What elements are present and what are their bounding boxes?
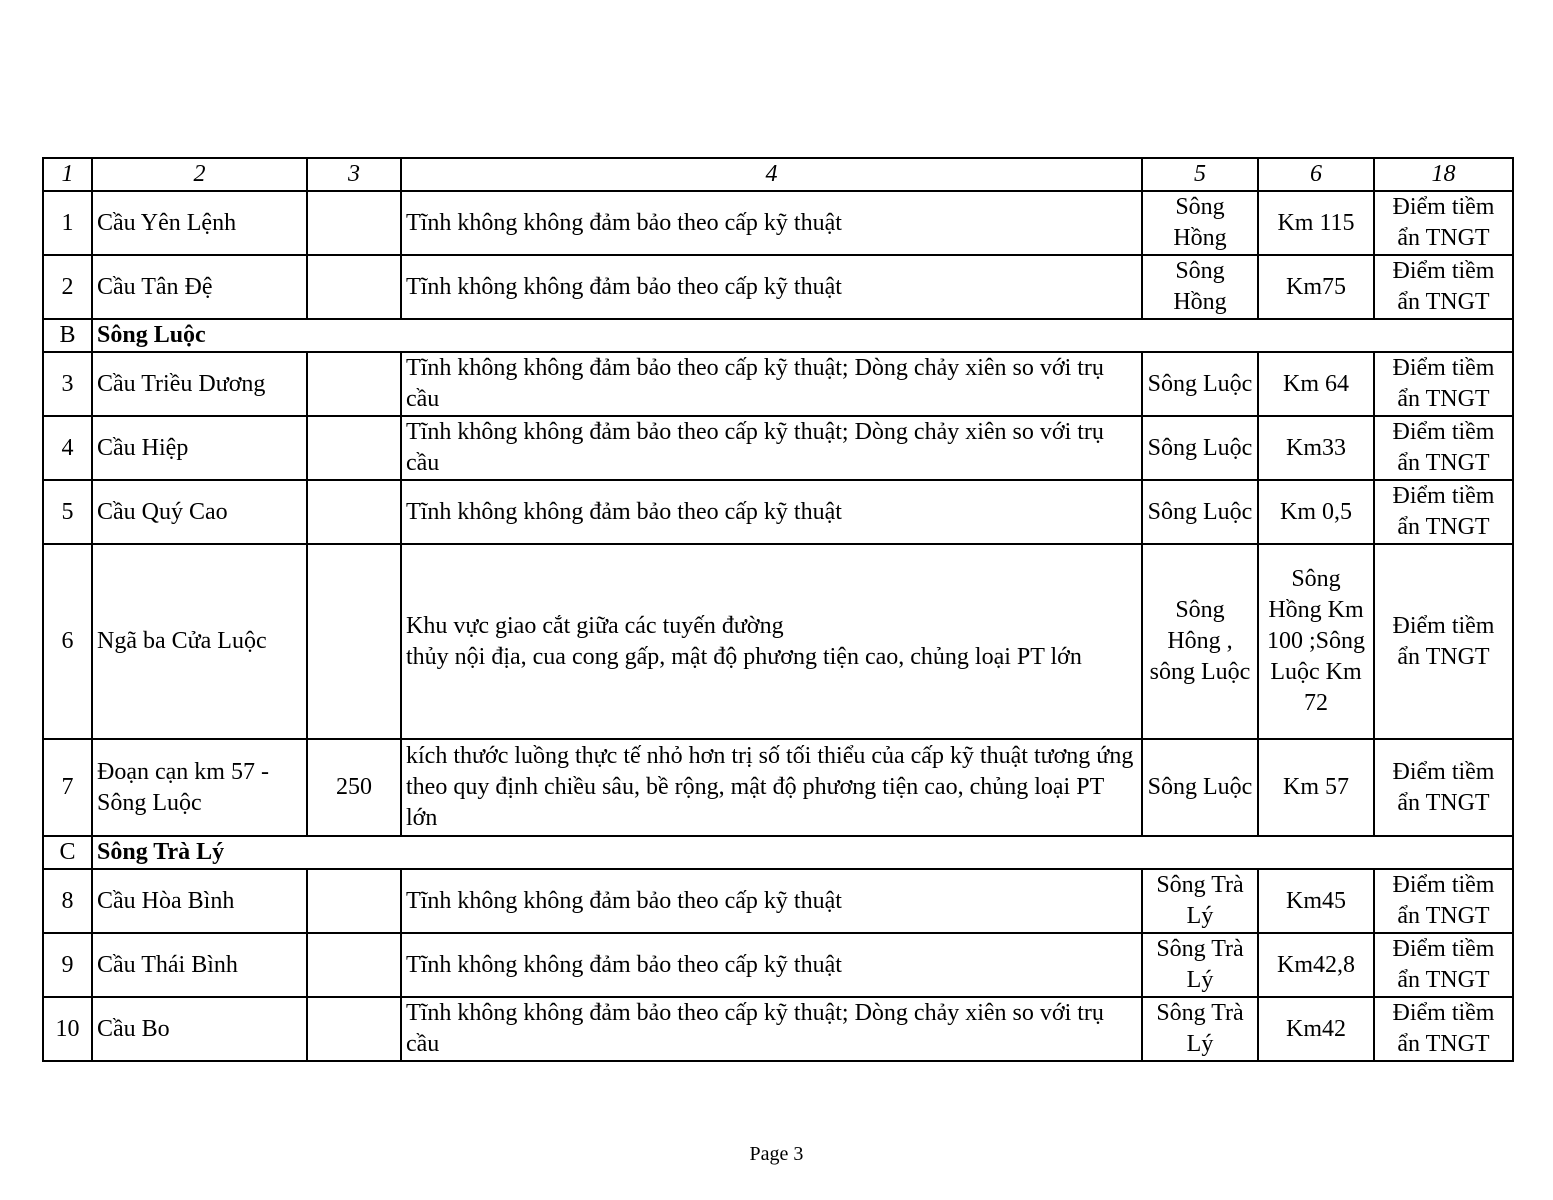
column-number-row xyxy=(43,158,1513,191)
section-code: C xyxy=(43,836,92,869)
hazard-description: Tĩnh không không đảm bảo theo cấp kỹ thuật xyxy=(401,869,1142,933)
hazard-description: Tĩnh không không đảm bảo theo cấp kỹ thuật xyxy=(401,191,1142,255)
river-name: Sông Trà Lý xyxy=(1142,869,1258,933)
table-row xyxy=(43,739,1513,836)
location-name: Cầu Quý Cao xyxy=(92,480,307,544)
table-row xyxy=(43,869,1513,933)
river-name: Sông Trà Lý xyxy=(1142,933,1258,997)
location-name: Đoạn cạn km 57 - Sông Luộc xyxy=(92,739,307,836)
river-name: Sông Hồng xyxy=(1142,255,1258,319)
classification-note: Điểm tiềm ẩn TNGT xyxy=(1374,416,1513,480)
column-header: 5 xyxy=(1142,158,1258,191)
hazard-points-table xyxy=(42,157,1514,1062)
table-row xyxy=(43,416,1513,480)
section-title: Sông Trà Lý xyxy=(92,836,401,869)
location-name: Cầu Yên Lệnh xyxy=(92,191,307,255)
hazard-description: kích thước luồng thực tế nhỏ hơn trị số tối thiểu của cấp kỹ thuật tương ứng theo quy định chiều sâu, bề rộng, mật độ phương tiện cao, chủng loại PT lớn xyxy=(401,739,1142,836)
column-header: 1 xyxy=(43,158,92,191)
row-number: 7 xyxy=(43,739,92,836)
row-number: 8 xyxy=(43,869,92,933)
location-name: Cầu Bo xyxy=(92,997,307,1061)
table-row xyxy=(43,191,1513,255)
column-header: 6 xyxy=(1258,158,1374,191)
river-name: Sông Luộc xyxy=(1142,739,1258,836)
hazard-description: Tĩnh không không đảm bảo theo cấp kỹ thuật; Dòng chảy xiên so với trụ cầu xyxy=(401,352,1142,416)
length-value xyxy=(307,255,401,319)
classification-note: Điểm tiềm ẩn TNGT xyxy=(1374,739,1513,836)
row-number: 1 xyxy=(43,191,92,255)
row-number: 5 xyxy=(43,480,92,544)
river-name: Sông Hồng xyxy=(1142,191,1258,255)
length-value xyxy=(307,480,401,544)
location-name: Cầu Tân Đệ xyxy=(92,255,307,319)
location-name: Ngã ba Cửa Luộc xyxy=(92,544,307,739)
km-position: Km 64 xyxy=(1258,352,1374,416)
river-name: Sông Trà Lý xyxy=(1142,997,1258,1061)
hazard-description: Tĩnh không không đảm bảo theo cấp kỹ thuật xyxy=(401,480,1142,544)
table-row xyxy=(43,933,1513,997)
hazard-description: Tĩnh không không đảm bảo theo cấp kỹ thuật; Dòng chảy xiên so với trụ cầu xyxy=(401,997,1142,1061)
length-value xyxy=(307,416,401,480)
section-code: B xyxy=(43,319,92,352)
length-value xyxy=(307,869,401,933)
classification-note: Điểm tiềm ẩn TNGT xyxy=(1374,869,1513,933)
hazard-description: Tĩnh không không đảm bảo theo cấp kỹ thuật; Dòng chảy xiên so với trụ cầu xyxy=(401,416,1142,480)
classification-note: Điểm tiềm ẩn TNGT xyxy=(1374,352,1513,416)
row-number: 6 xyxy=(43,544,92,739)
classification-note: Điểm tiềm ẩn TNGT xyxy=(1374,544,1513,739)
length-value: 250 xyxy=(307,739,401,836)
km-position: Km33 xyxy=(1258,416,1374,480)
section-filler xyxy=(401,319,1513,352)
table-row xyxy=(43,255,1513,319)
row-number: 2 xyxy=(43,255,92,319)
section-title: Sông Luộc xyxy=(92,319,401,352)
km-position: Km45 xyxy=(1258,869,1374,933)
classification-note: Điểm tiềm ẩn TNGT xyxy=(1374,255,1513,319)
length-value xyxy=(307,352,401,416)
row-number: 4 xyxy=(43,416,92,480)
hazard-description: Tĩnh không không đảm bảo theo cấp kỹ thuật xyxy=(401,255,1142,319)
river-name: Sông Hông , sông Luộc xyxy=(1142,544,1258,739)
section-row xyxy=(43,836,1513,869)
row-number: 9 xyxy=(43,933,92,997)
location-name: Cầu Triều Dương xyxy=(92,352,307,416)
length-value xyxy=(307,933,401,997)
classification-note: Điểm tiềm ẩn TNGT xyxy=(1374,933,1513,997)
length-value xyxy=(307,191,401,255)
length-value xyxy=(307,997,401,1061)
column-header: 4 xyxy=(401,158,1142,191)
column-header: 3 xyxy=(307,158,401,191)
location-name: Cầu Hiệp xyxy=(92,416,307,480)
row-number: 10 xyxy=(43,997,92,1061)
river-name: Sông Luộc xyxy=(1142,352,1258,416)
section-filler xyxy=(401,836,1513,869)
km-position: Km 0,5 xyxy=(1258,480,1374,544)
classification-note: Điểm tiềm ẩn TNGT xyxy=(1374,997,1513,1061)
location-name: Cầu Thái Bình xyxy=(92,933,307,997)
km-position: Km42 xyxy=(1258,997,1374,1061)
hazard-description: Tĩnh không không đảm bảo theo cấp kỹ thuật xyxy=(401,933,1142,997)
km-position: Sông Hồng Km 100 ;Sông Luộc Km 72 xyxy=(1258,544,1374,739)
table-row xyxy=(43,480,1513,544)
table-row xyxy=(43,544,1513,739)
river-name: Sông Luộc xyxy=(1142,416,1258,480)
km-position: Km 57 xyxy=(1258,739,1374,836)
column-header: 2 xyxy=(92,158,307,191)
column-header: 18 xyxy=(1374,158,1513,191)
location-name: Cầu Hòa Bình xyxy=(92,869,307,933)
river-name: Sông Luộc xyxy=(1142,480,1258,544)
hazard-description: Khu vực giao cắt giữa các tuyến đường thủy nội địa, cua cong gấp, mật độ phương tiện cao, chủng loại PT lớn xyxy=(401,544,1142,739)
classification-note: Điểm tiềm ẩn TNGT xyxy=(1374,191,1513,255)
page-number: Page 3 xyxy=(749,1143,804,1165)
length-value xyxy=(307,544,401,739)
table-row xyxy=(43,352,1513,416)
table-row xyxy=(43,997,1513,1061)
km-position: Km42,8 xyxy=(1258,933,1374,997)
classification-note: Điểm tiềm ẩn TNGT xyxy=(1374,480,1513,544)
section-row xyxy=(43,319,1513,352)
row-number: 3 xyxy=(43,352,92,416)
km-position: Km 115 xyxy=(1258,191,1374,255)
km-position: Km75 xyxy=(1258,255,1374,319)
